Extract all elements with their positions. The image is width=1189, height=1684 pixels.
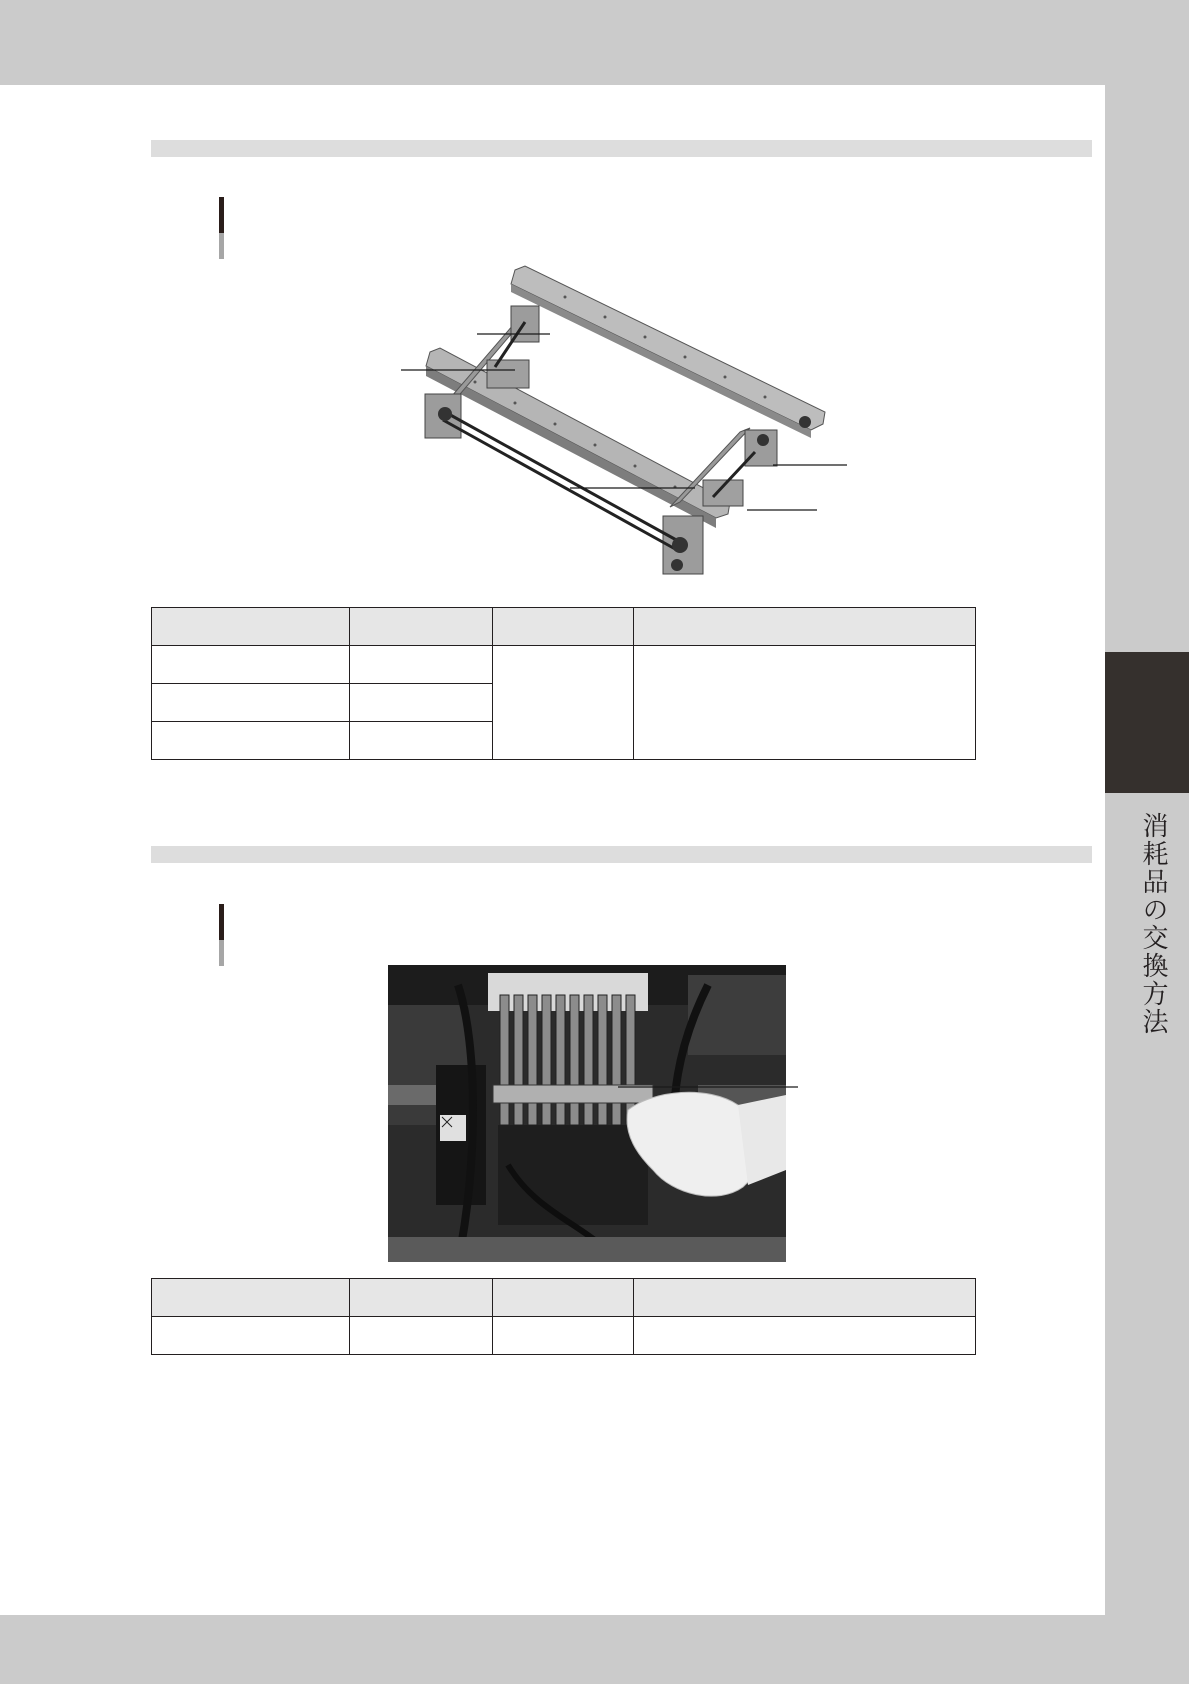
- section-1-table: [151, 607, 976, 760]
- table-header-cell: [493, 1279, 634, 1317]
- nozzle-head-photo: [388, 965, 800, 1262]
- table-row: [152, 1317, 976, 1355]
- chapter-label: 消耗品の交換方法: [1138, 812, 1168, 1036]
- section-2-subheading-marker: [219, 904, 224, 966]
- table-cell: [152, 1317, 350, 1355]
- table-header-cell: [152, 1279, 350, 1317]
- chapter-tab[interactable]: [1105, 652, 1189, 793]
- table-cell: [152, 684, 350, 722]
- gantry-frame-illustration: [395, 262, 855, 592]
- table-cell: [350, 722, 493, 760]
- table-cell-merged: [493, 646, 634, 760]
- table-header-cell: [152, 608, 350, 646]
- section-1-subheading-marker: [219, 197, 224, 259]
- table-header-cell: [634, 1279, 976, 1317]
- table-header-cell: [634, 608, 976, 646]
- table-cell: [350, 1317, 493, 1355]
- table-cell: [350, 684, 493, 722]
- table-header-cell: [350, 608, 493, 646]
- table-header-row: [152, 608, 976, 646]
- section-1-header-bar: [151, 140, 1092, 157]
- table-cell: [634, 1317, 976, 1355]
- table-header-row: [152, 1279, 976, 1317]
- table-header-cell: [493, 608, 634, 646]
- table-cell: [152, 722, 350, 760]
- table-row: [152, 646, 976, 684]
- table-cell: [493, 1317, 634, 1355]
- section-2-table: [151, 1278, 976, 1355]
- table-cell: [350, 646, 493, 684]
- table-cell: [152, 646, 350, 684]
- table-header-cell: [350, 1279, 493, 1317]
- table-cell-merged: [634, 646, 976, 760]
- section-2-header-bar: [151, 846, 1092, 863]
